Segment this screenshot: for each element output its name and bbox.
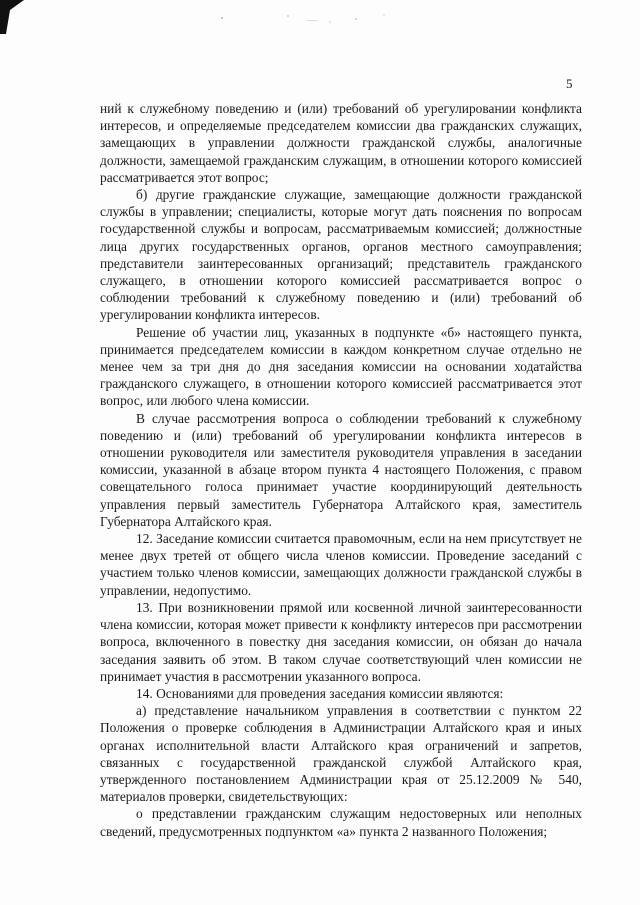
paragraph-head-case: В случае рассмотрения вопроса о соблюдении требований к служебному поведению и (или) требований об урегулировании конфликта интересов в отношении руководителя или заместителя руководителя управления в заседании комиссии, указанной в абзаце втором пункта 4 настоящего Положения, с правом совещательного голоса принимает участие координирующий деятельность управления первый заместитель Губернатора Алтайского края, заместитель Губернатора Алтайского края. [100, 410, 582, 529]
paragraph-item-14: 14. Основаниями для проведения заседания комиссии являются: [136, 685, 504, 701]
paragraph-item-13: 13. При возникновении прямой или косвенной личной заинтересованности члена комиссии, которая может привести к конфликту интересов при рассмотрении вопроса, включенного в повестку дня заседания комиссии, он обязан до начала заседания заявить об этом. В таком случае соответствующий член комиссии не принимает участия в рассмотрении указанного вопроса. [100, 599, 582, 684]
paragraph-participation-decision: Решение об участии лиц, указанных в подпункте «б» настоящего пункта, принимается председателем комиссии в каждом конкретном случае отдельно не менее чем за три дня до дня заседания комиссии на основании ходатайства гражданского служащего, в отношении которого комиссией рассматривается этот вопрос, или любого члена комиссии. [100, 324, 582, 409]
paragraph-item-14-a-1: о представлении гражданским служащим недостоверных или неполных сведений, предусмотренных подпунктом «а» пункта 2 названного Положения; [100, 806, 582, 839]
document-body [100, 100, 582, 840]
paragraph-item-12: 12. Заседание комиссии считается правомочным, если на нем присутствует не менее двух третей от общего числа членов комиссии. Проведение заседаний с участием только членов комиссии, замещающих должности гражданской службы в управлении, недопустимо. [100, 531, 582, 598]
page-number: 5 [566, 76, 573, 91]
paragraph-continuation: ний к служебному поведению и (или) требований об урегулировании конфликта интересов, и определяемые председателем комиссии два гражданских служащих, замещающих в управлении должности гражданской службы, аналогичные должности, замещаемой гражданским служащим, в отношении которого комиссией рассматривается этот вопрос; [100, 101, 582, 185]
paragraph-item-14-a: а) представление начальником управления в соответствии с пунктом 22 Положения о проверке соблюдения в Администрации Алтайского края и иных органах исполнительной власти Алтайского края ограничений и запретов, связанных с государственной гражданской службой Алтайского края, утвержденного постановлением Администрации края от 25.12.2009 № 540, материалов проверки, свидетельствующих: [100, 703, 582, 805]
paragraph-subitem-b: б) другие гражданские служащие, замещающие должности гражданской службы в управлении; специалисты, которые могут дать пояснения по вопросам государственной службы и вопросам, рассматриваемым комиссией; должностные лица других государственных органов, органов местного самоуправления; представители заинтересованных организаций; представитель гражданского служащего, в отношении которого комиссией рассматривается вопрос о соблюдении требований к служебному поведению и (или) требований об урегулировании конфликта интересов. [100, 187, 582, 323]
scan-specks [0, 0, 640, 60]
